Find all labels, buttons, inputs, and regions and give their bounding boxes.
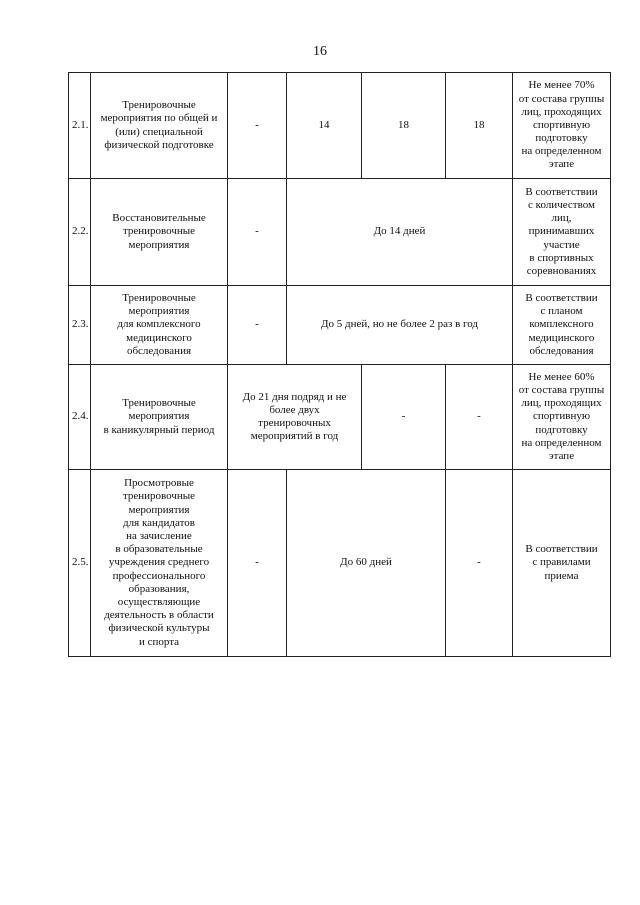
cell-value: - bbox=[446, 470, 513, 657]
merged-cell-value: До 14 дней bbox=[287, 179, 513, 286]
table-row bbox=[69, 179, 611, 286]
training-events-table bbox=[68, 72, 611, 657]
row-title: Тренировочные мероприятия по общей и (или) специальной физической подготовке bbox=[91, 73, 228, 179]
row-number: 2.1. bbox=[69, 73, 91, 179]
cell-value: - bbox=[362, 365, 446, 470]
row-number: 2.3. bbox=[69, 286, 91, 365]
cell-value: - bbox=[228, 73, 287, 179]
cell-value: - bbox=[228, 286, 287, 365]
row-note: В соответствии с планом комплексного медицинского обследования bbox=[513, 286, 611, 365]
row-note: Не менее 70% от состава группы лиц, проходящих спортивную подготовку на определенном этапе bbox=[513, 73, 611, 179]
row-number: 2.5. bbox=[69, 470, 91, 657]
row-title: Тренировочные мероприятия в каникулярный период bbox=[91, 365, 228, 470]
table-row bbox=[69, 365, 611, 470]
cell-value: - bbox=[228, 470, 287, 657]
cell-value: - bbox=[446, 365, 513, 470]
merged-cell-value: До 5 дней, но не более 2 раз в год bbox=[287, 286, 513, 365]
table-row bbox=[69, 286, 611, 365]
row-title: Просмотровые тренировочные мероприятия для кандидатов на зачисление в образовательные учреждения среднего профессионального образования, осуществляющие деятельность в области физической культуры и спорта bbox=[91, 470, 228, 657]
row-note: В соответствии с количеством лиц, принимавших участие в спортивных соревнованиях bbox=[513, 179, 611, 286]
row-note: В соответствии с правилами приема bbox=[513, 470, 611, 657]
cell-value: - bbox=[228, 179, 287, 286]
page-number: 16 bbox=[313, 44, 327, 59]
row-title: Тренировочные мероприятия для комплексного медицинского обследования bbox=[91, 286, 228, 365]
row-number: 2.4. bbox=[69, 365, 91, 470]
table-row bbox=[69, 470, 611, 657]
merged-cell-value: До 21 дня подряд и не более двух тренировочных мероприятий в год bbox=[228, 365, 362, 470]
cell-value: 18 bbox=[446, 73, 513, 179]
cell-value: 14 bbox=[287, 73, 362, 179]
cell-value: 18 bbox=[362, 73, 446, 179]
row-note: Не менее 60% от состава группы лиц, проходящих спортивную подготовку на определенном этапе bbox=[513, 365, 611, 470]
row-title: Восстановительные тренировочные мероприятия bbox=[91, 179, 228, 286]
merged-cell-value: До 60 дней bbox=[287, 470, 446, 657]
table-row bbox=[69, 73, 611, 179]
row-number: 2.2. bbox=[69, 179, 91, 286]
